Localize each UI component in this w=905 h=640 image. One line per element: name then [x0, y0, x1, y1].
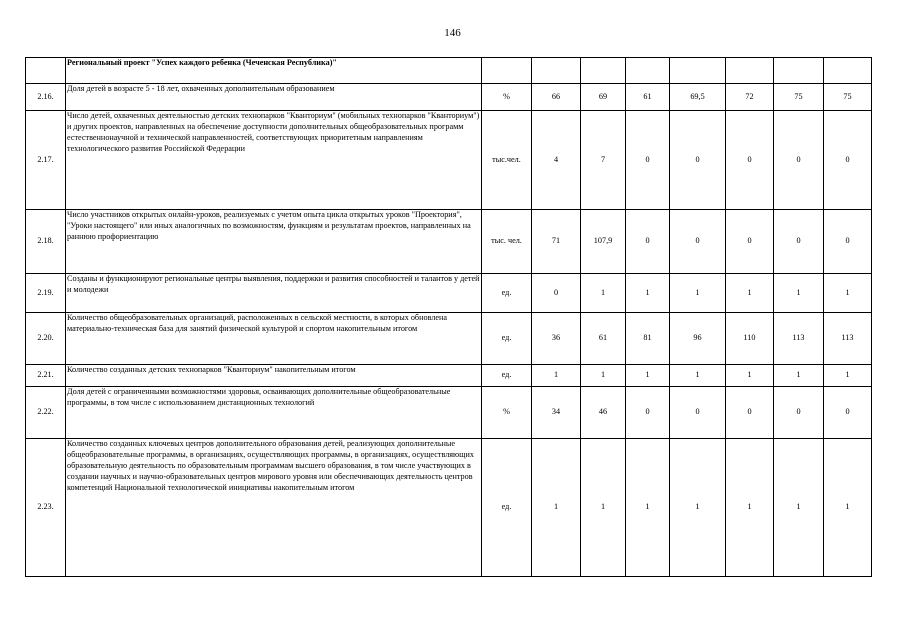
- value-cell: 46: [581, 387, 626, 439]
- value-cell: 0: [670, 111, 726, 210]
- value-cell: 1: [581, 274, 626, 313]
- indicator-description: Количество общеобразовательных организаций, расположенных в сельской местности, в которых обновлена материально-техническая база для занятий физической культурой и спортом накопительным итогом: [66, 313, 482, 365]
- unit-cell: тыс. чел.: [482, 210, 532, 274]
- indicator-description: Доля детей с ограниченными возможностями здоровья, осваивающих дополнительные общеобразовательные программы, в том числе с использованием дистанционных технологий: [66, 387, 482, 439]
- value-cell: 0: [670, 210, 726, 274]
- table-row: [26, 84, 872, 111]
- value-cell: 1: [670, 274, 726, 313]
- row-number: 2.22.: [26, 387, 66, 439]
- header-num-cell: [26, 58, 66, 84]
- value-cell: 113: [774, 313, 824, 365]
- value-cell: 69: [581, 84, 626, 111]
- value-cell: 110: [726, 313, 774, 365]
- value-cell: 0: [626, 387, 670, 439]
- indicator-description: Созданы и функционируют региональные центры выявления, поддержки и развития способностей и талантов у детей и молодежи: [66, 274, 482, 313]
- value-cell: 1: [626, 274, 670, 313]
- value-cell: 34: [532, 387, 581, 439]
- value-cell: 0: [824, 387, 872, 439]
- unit-cell: %: [482, 387, 532, 439]
- value-cell: 4: [532, 111, 581, 210]
- value-cell: 7: [581, 111, 626, 210]
- value-cell: 0: [774, 111, 824, 210]
- value-cell: 1: [581, 439, 626, 577]
- value-cell: 107,9: [581, 210, 626, 274]
- unit-cell: ед.: [482, 313, 532, 365]
- row-number: 2.23.: [26, 439, 66, 577]
- value-cell: 72: [726, 84, 774, 111]
- value-cell: 1: [774, 274, 824, 313]
- row-number: 2.18.: [26, 210, 66, 274]
- value-cell: 1: [670, 439, 726, 577]
- value-cell: 1: [726, 274, 774, 313]
- unit-cell: ед.: [482, 365, 532, 387]
- row-number: 2.20.: [26, 313, 66, 365]
- value-cell: 1: [532, 439, 581, 577]
- value-cell: 0: [532, 274, 581, 313]
- value-cell: 1: [824, 439, 872, 577]
- indicator-table: [25, 57, 872, 577]
- table-row: [26, 111, 872, 210]
- value-cell: 0: [626, 111, 670, 210]
- unit-cell: тыс.чел.: [482, 111, 532, 210]
- unit-cell: ед.: [482, 439, 532, 577]
- value-cell: 61: [581, 313, 626, 365]
- value-cell: 1: [824, 274, 872, 313]
- value-cell: 0: [626, 210, 670, 274]
- page-number: 146: [444, 27, 461, 39]
- row-number: 2.19.: [26, 274, 66, 313]
- table-row: [26, 365, 872, 387]
- value-cell: 1: [581, 365, 626, 387]
- value-cell: 36: [532, 313, 581, 365]
- value-cell: 1: [774, 365, 824, 387]
- unit-cell: %: [482, 84, 532, 111]
- value-cell: 0: [726, 387, 774, 439]
- value-cell: 96: [670, 313, 726, 365]
- value-cell: 1: [532, 365, 581, 387]
- value-cell: 1: [626, 439, 670, 577]
- section-title: Региональный проект "Успех каждого ребенка (Чеченская Республика)": [66, 58, 482, 84]
- value-cell: 0: [726, 111, 774, 210]
- value-cell: 0: [824, 210, 872, 274]
- value-cell: 75: [824, 84, 872, 111]
- row-number: 2.21.: [26, 365, 66, 387]
- value-cell: 81: [626, 313, 670, 365]
- value-cell: 0: [774, 387, 824, 439]
- table-row: [26, 387, 872, 439]
- value-cell: 0: [726, 210, 774, 274]
- value-cell: 71: [532, 210, 581, 274]
- table-row: [26, 313, 872, 365]
- value-cell: 1: [726, 439, 774, 577]
- indicator-description: Число детей, охваченных деятельностью детских технопарков "Кванториум" (мобильных технопарков "Кванториум") и других проектов, направленных на обеспечение доступности дополнительных общеобразовательных программ естественнонаучной и технической направленностей, соответствующих приоритетным направлениям технологического развития Российской Федерации: [66, 111, 482, 210]
- value-cell: 0: [774, 210, 824, 274]
- indicator-description: Количество созданных детских технопарков "Кванториум" накопительным итогом: [66, 365, 482, 387]
- unit-cell: ед.: [482, 274, 532, 313]
- section-header-row: [26, 58, 872, 84]
- value-cell: 1: [824, 365, 872, 387]
- table-row: [26, 439, 872, 577]
- table-row: [26, 274, 872, 313]
- table-row: [26, 210, 872, 274]
- row-number: 2.17.: [26, 111, 66, 210]
- value-cell: 113: [824, 313, 872, 365]
- value-cell: 66: [532, 84, 581, 111]
- row-number: 2.16.: [26, 84, 66, 111]
- value-cell: 69,5: [670, 84, 726, 111]
- value-cell: 1: [774, 439, 824, 577]
- value-cell: 1: [670, 365, 726, 387]
- value-cell: 1: [626, 365, 670, 387]
- value-cell: 1: [726, 365, 774, 387]
- indicator-description: Доля детей в возрасте 5 - 18 лет, охваченных дополнительным образованием: [66, 84, 482, 111]
- indicator-description: Число участников открытых онлайн-уроков, реализуемых с учетом опыта цикла открытых уроков "Проектория", "Уроки настоящего" или иных аналогичных по возможностям, функциям и результатам проектов, направленных на раннюю профориентацию: [66, 210, 482, 274]
- value-cell: 61: [626, 84, 670, 111]
- value-cell: 0: [670, 387, 726, 439]
- value-cell: 0: [824, 111, 872, 210]
- indicator-description: Количество созданных ключевых центров дополнительного образования детей, реализующих дополнительные общеобразовательные программы, в организациях, осуществляющих программы, в организациях, осуществляющих образовательную деятельность по образовательным программам высшего образования, в том числе участвующих в создании научных и научно-образовательных центров мирового уровня или обеспечивающих деятельность центров компетенций Национальной технологической инициативы накопительным итогом: [66, 439, 482, 577]
- value-cell: 75: [774, 84, 824, 111]
